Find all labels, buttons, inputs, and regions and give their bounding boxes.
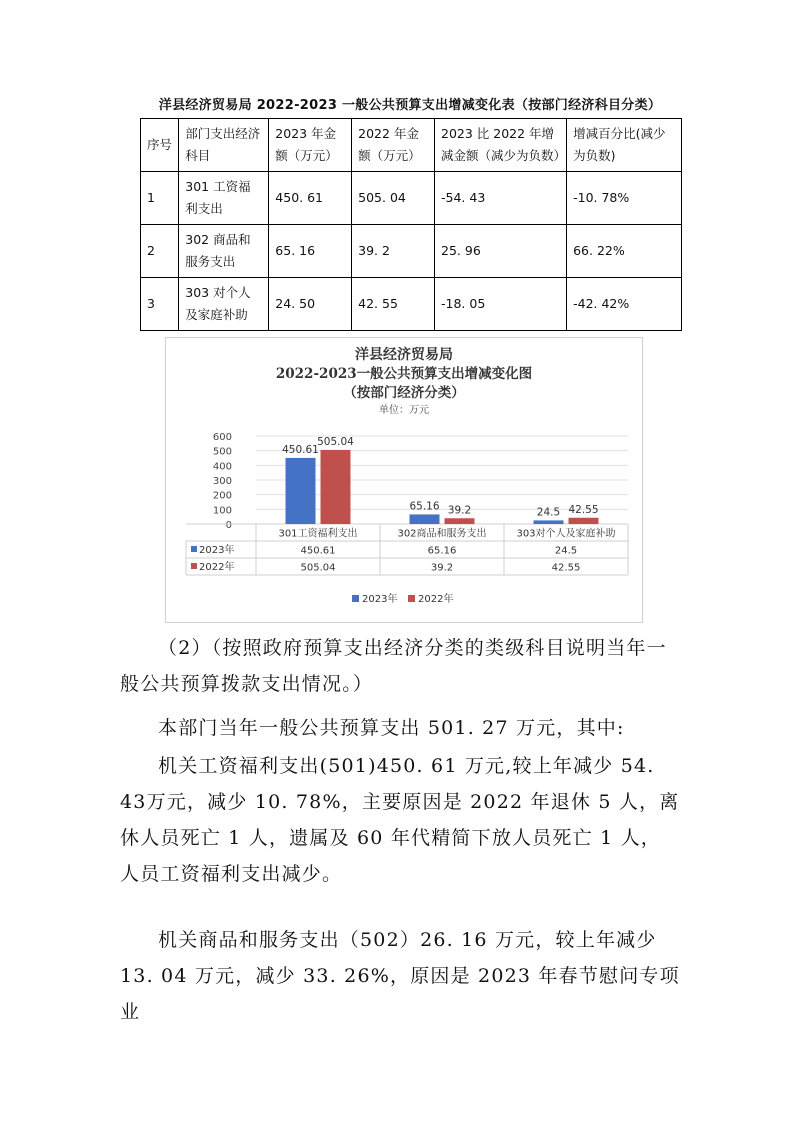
legend-key-swatch [191,546,197,552]
cell-category: 303 对个人及家庭补助 [179,278,269,331]
legend-swatch [408,595,415,602]
paragraph-total [120,710,680,746]
cell-2023: 24. 50 [269,278,352,331]
data-table-value: 42.55 [551,562,581,574]
data-table-value: 65.16 [427,545,457,557]
bar [534,520,564,524]
bar [569,518,599,524]
bar-data-label: 450.61 [282,443,319,456]
y-tick-label: 0 [225,520,232,531]
y-tick-label: 100 [212,505,232,517]
paragraph-salary [120,748,680,892]
bar-data-label: 39.2 [447,504,472,517]
chart-title-line: 2022-2023一般公共预算支出增减变化图 [275,366,533,382]
cell-change: -18. 05 [435,278,567,331]
budget-table [140,118,682,331]
paragraph-goods [120,922,680,1030]
chart-canvas [166,338,642,622]
data-table-series-name: 2023年 [199,545,235,556]
data-table-value: 39.2 [430,562,454,574]
header-percent: 增减百分比(减少为负数) [567,119,682,172]
table-row [141,172,682,225]
y-tick-label: 200 [212,490,232,502]
y-tick-label: 300 [212,476,232,487]
y-tick-label: 600 [212,432,232,443]
cell-index: 1 [141,172,179,225]
data-table-value: 505.04 [300,562,336,574]
paragraph-intro-text: （2）（按照政府预算支出经济分类的类级科目说明当年一般公共预算拨款支出情况。） [120,637,667,695]
legend-key-swatch [191,563,197,569]
cell-percent: -10. 78% [567,172,682,225]
category-label: 302商品和服务支出 [397,528,487,540]
cell-2022: 39. 2 [352,225,435,278]
header-index: 序号 [141,119,179,172]
header-2022: 2022 年金额（万元） [352,119,435,172]
cell-2023: 65. 16 [269,225,352,278]
chart-title-line: 洋县经济贸易局 [355,347,453,363]
paragraph-goods-text: 机关商品和服务支出（502）26. 16 万元，较上年减少13. 04 万元，减少 33. 26%，原因是 2023 年春节慰问专项业 [120,929,680,1023]
legend-label: 2023年 [362,594,398,605]
category-label: 303对个人及家庭补助 [516,528,616,540]
cell-index: 3 [141,278,179,331]
bar-data-label: 42.55 [568,503,599,516]
cell-2022: 42. 55 [352,278,435,331]
data-table-value: 24.5 [554,545,578,557]
legend-swatch [352,595,359,602]
legend-label: 2022年 [418,594,454,605]
bar [286,458,316,524]
paragraph-intro [120,630,680,702]
bar-chart [165,337,643,623]
y-tick-label: 500 [212,446,232,458]
bar [321,450,351,524]
cell-percent: 66. 22% [567,225,682,278]
table-title: 洋县经济贸易局 2022-2023 一般公共预算支出增减变化表（按部门经济科目分类） [158,98,662,113]
bar-data-label: 24.5 [536,506,561,519]
table-row [141,278,682,331]
cell-change: -54. 43 [435,172,567,225]
paragraph-salary-text: 机关工资福利支出(501)450. 61 万元,较上年减少 54. 43万元，减少 10. 78%，主要原因是 2022 年退休 5 人，离休人员死亡 1 人，遗属及 60 年代精简下放人员死亡 1 人，人员工资福利支出减少。 [120,755,680,885]
cell-percent: -42. 42% [567,278,682,331]
cell-change: 25. 96 [435,225,567,278]
chart-subtitle: 单位：万元 [379,405,429,416]
category-label: 301工资福利支出 [278,528,358,540]
bar [410,514,440,524]
bar-data-label: 505.04 [317,435,354,448]
header-category: 部门支出经济科目 [179,119,269,172]
data-table-series-name: 2022年 [199,562,235,573]
cell-2022: 505. 04 [352,172,435,225]
y-tick-label: 400 [212,461,232,473]
cell-category: 301 工资福利支出 [179,172,269,225]
cell-2023: 450. 61 [269,172,352,225]
table-header-row [141,119,682,172]
data-table-value: 450.61 [300,545,336,557]
cell-category: 302 商品和服务支出 [179,225,269,278]
bar [445,518,475,524]
paragraph-total-text: 本部门当年一般公共预算支出 501. 27 万元，其中: [158,717,625,739]
bar-data-label: 65.16 [409,500,440,513]
table-row [141,225,682,278]
header-2023: 2023 年金额（万元） [269,119,352,172]
header-change: 2023 比 2022 年增减金额（减少为负数） [435,119,567,172]
cell-index: 2 [141,225,179,278]
chart-title-line: （按部门经济分类） [343,385,465,401]
